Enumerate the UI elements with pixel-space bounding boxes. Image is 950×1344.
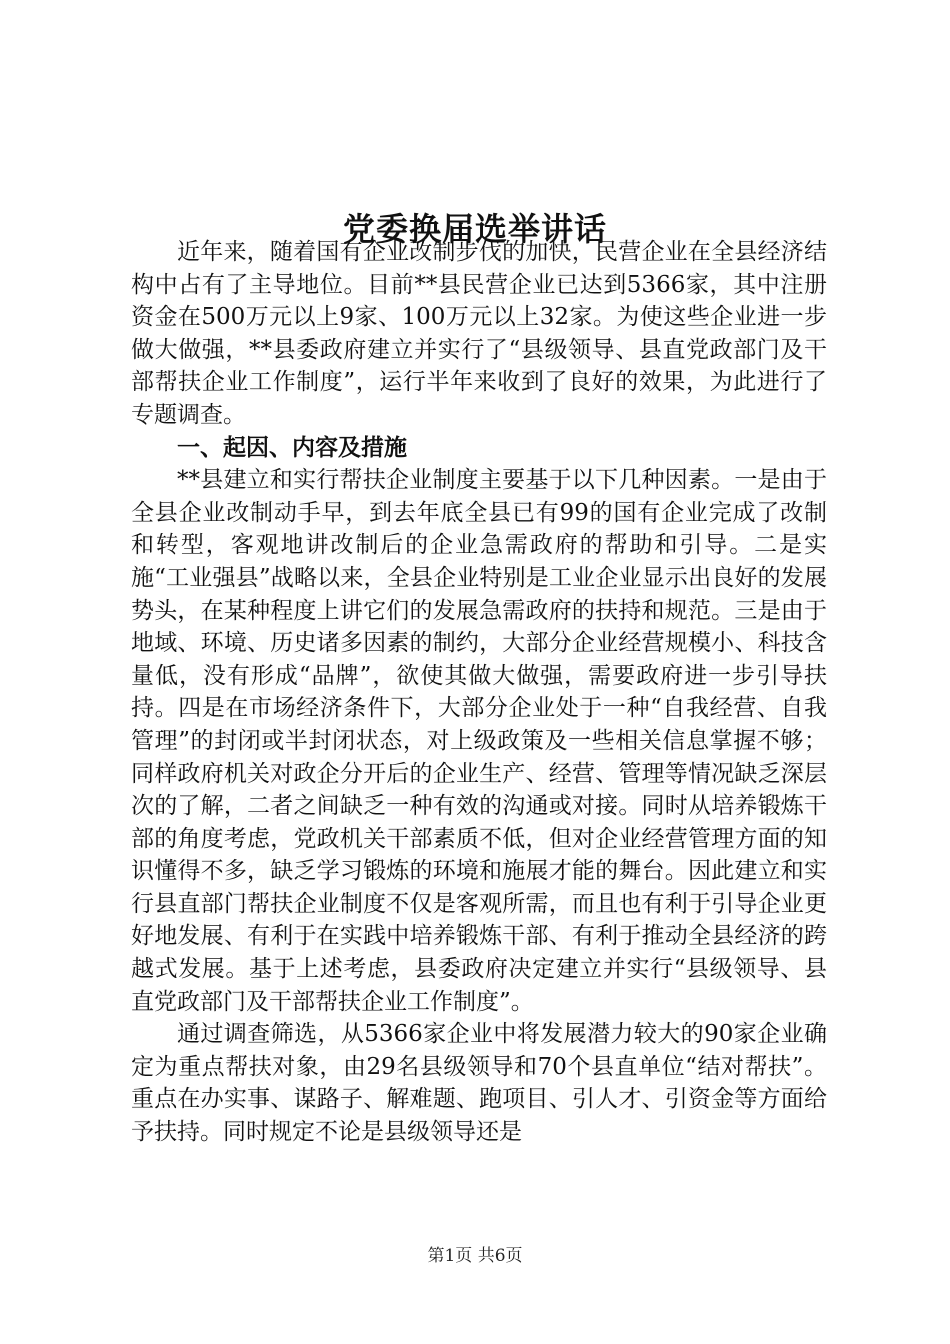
section-heading: 一、起因、内容及措施: [177, 433, 407, 461]
document-title: 党委换届选举讲话: [342, 210, 607, 249]
page-number-footer: 第1页 共6页: [427, 1246, 523, 1266]
section-paragraph-causes: **县建立和实行帮扶企业制度主要基于以下几种因素。一是由于全县企业改制动手早，到去年底全县已有99的国有企业完成了改制和转型，客观地讲改制后的企业急需政府的帮助和引导。二是实施“工业强县”战略以来，全县企业特别是工业企业显示出良好的发展势头，在某种程度上讲它们的发展急需政府的扶持和规范。三是由于地域、环境、历史诸多因素的制约，大部分企业经营规模小、科技含量低，没有形成“品牌”，欲使其做大做强，需要政府进一步引导扶持。四是在市场经济条件下，大部分企业处于一种“自我经营、自我管理”的封闭或半封闭状态，对上级政策及一些相关信息掌握不够；同样政府机关对政企分开后的企业生产、经营、管理等情况缺乏深层次的了解，二者之间缺乏一种有效的沟通或对接。同时从培养锻炼干部的角度考虑，党政机关干部素质不低，但对企业经营管理方面的知识懂得不多，缺乏学习锻炼的环境和施展才能的舞台。因此建立和实行县直部门帮扶企业制度不仅是客观所需，而且也有利于引导企业更好地发展、有利于在实践中培养锻炼干部、有利于推动全县经济的跨越式发展。基于上述考虑，县委政府决定建立并实行“县级领导、县直党政部门及干部帮扶企业工作制度”。: [131, 467, 827, 1015]
intro-paragraph: 近年来，随着国有企业改制步伐的加快，民营企业在全县经济结构中占有了主导地位。目前**县民营企业已达到5366家，其中注册资金在500万元以上9家、100万元以上32家。为使这些企业进一步做大做强，**县委政府建立并实行了“县级领导、县直党政部门及干部帮扶企业工作制度”，运行半年来收到了良好的效果，为此进行了专题调查。: [131, 239, 827, 428]
section-paragraph-measures: 通过调查筛选，从5366家企业中将发展潜力较大的90家企业确定为重点帮扶对象，由29名县级领导和70个县直单位“结对帮扶”。重点在办实事、谋路子、解难题、跑项目、引人才、引资金等方面给予扶持。同时规定不论是县级领导还是: [131, 1021, 827, 1146]
document-body: [131, 236, 827, 1149]
